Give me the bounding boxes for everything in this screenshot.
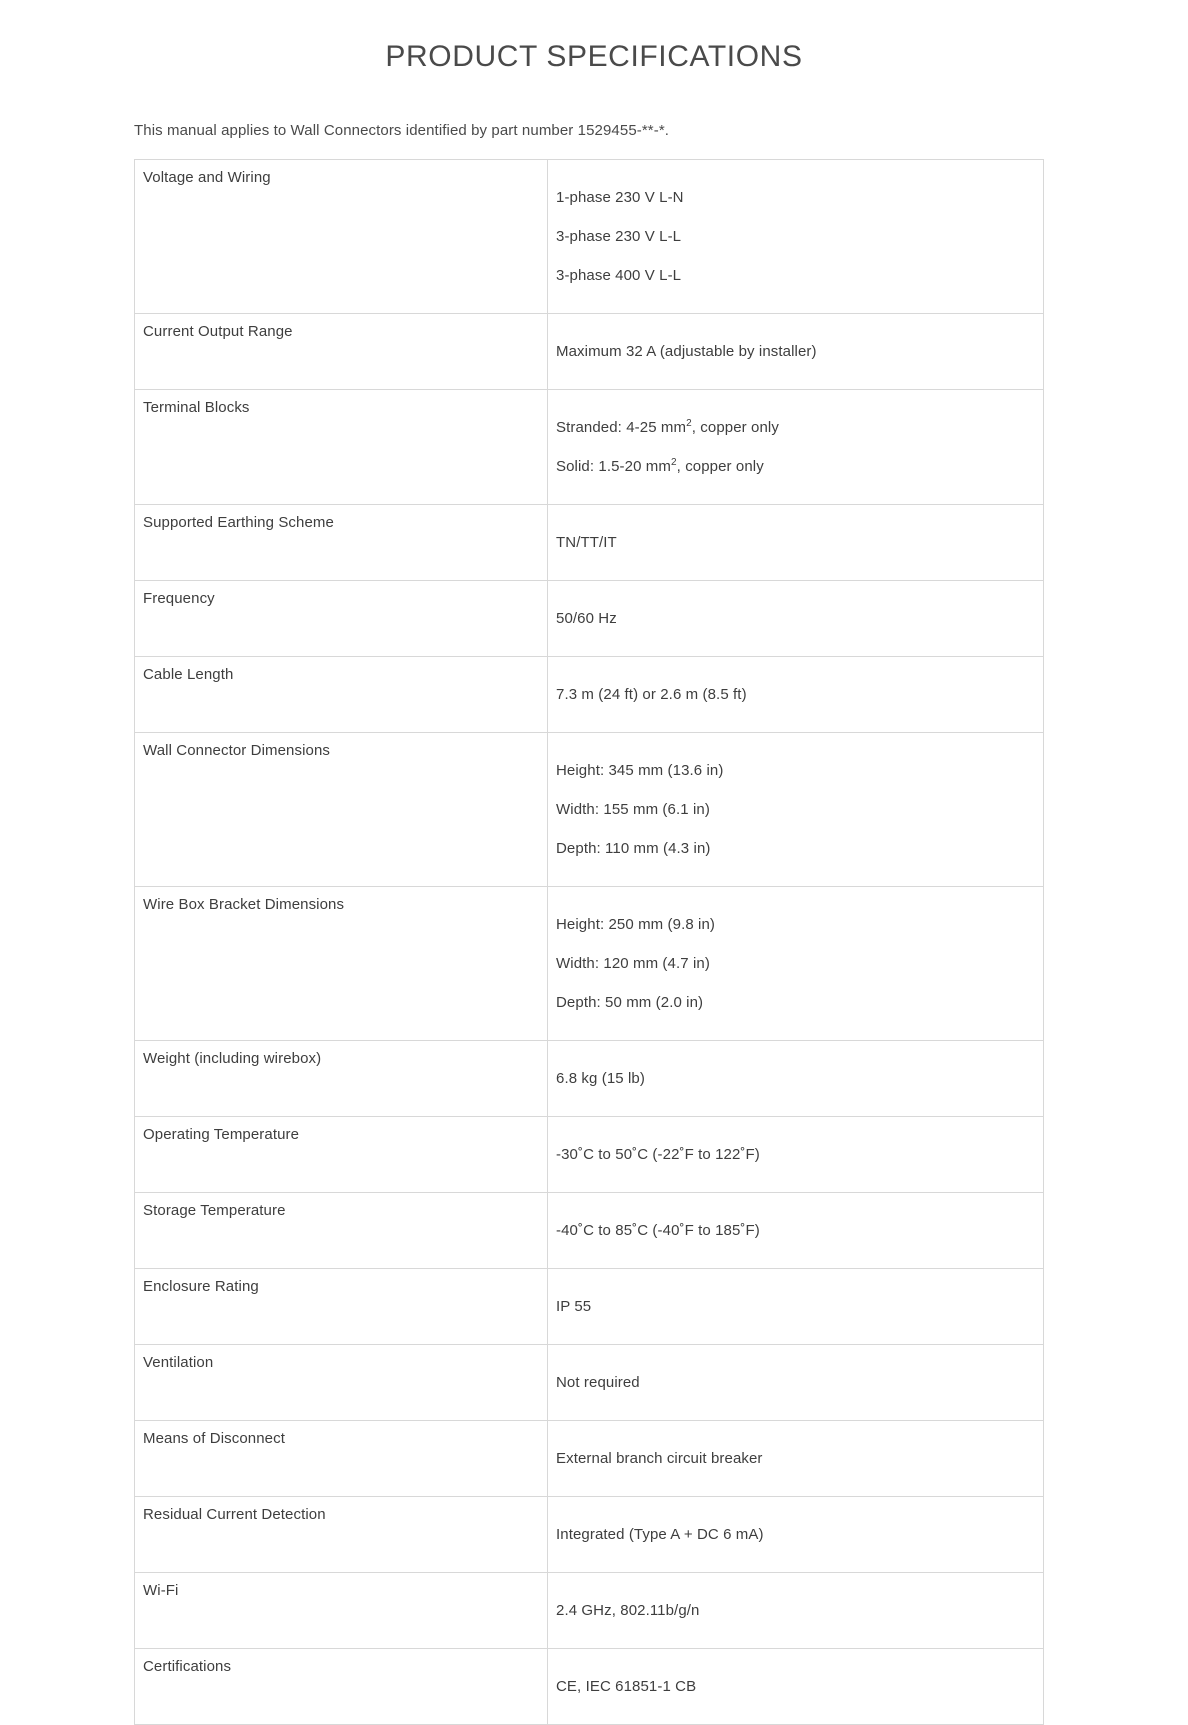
specifications-table [134, 159, 1044, 1725]
spec-value-cell [548, 1269, 1044, 1345]
spec-value [556, 590, 1033, 647]
spec-label: Wall Connector Dimensions [143, 742, 331, 759]
table-row [135, 581, 1044, 657]
spec-label: Wire Box Bracket Dimensions [143, 896, 345, 913]
spec-label-cell [135, 657, 548, 733]
table-row [135, 1269, 1044, 1345]
spec-label: Residual Current Detection [143, 1506, 326, 1523]
table-row [135, 1649, 1044, 1725]
spec-label: Operating Temperature [143, 1126, 300, 1143]
spec-label: Voltage and Wiring [143, 169, 271, 186]
spec-value-line: 2.4 GHz, 802.11b/g/n [556, 1602, 700, 1619]
table-row [135, 160, 1044, 314]
table-row [135, 505, 1044, 581]
spec-value-cell [548, 390, 1044, 505]
spec-label-cell [135, 314, 548, 390]
table-row [135, 1345, 1044, 1421]
spec-value-line: Width: 155 mm (6.1 in) [556, 801, 710, 818]
spec-value-line: Height: 345 mm (13.6 in) [556, 762, 724, 779]
spec-value-line: 7.3 m (24 ft) or 2.6 m (8.5 ft) [556, 686, 747, 703]
spec-value-line: Maximum 32 A (adjustable by installer) [556, 343, 817, 360]
spec-label: Enclosure Rating [143, 1278, 259, 1295]
spec-value-line: IP 55 [556, 1298, 592, 1315]
spec-value-line: Height: 250 mm (9.8 in) [556, 916, 716, 933]
spec-value-line: Not required [556, 1374, 640, 1391]
spec-value-cell [548, 1041, 1044, 1117]
spec-label-cell [135, 505, 548, 581]
spec-value-cell [548, 1573, 1044, 1649]
spec-value-line: Width: 120 mm (4.7 in) [556, 955, 710, 972]
table-row [135, 314, 1044, 390]
spec-value-cell [548, 1421, 1044, 1497]
table-row [135, 1573, 1044, 1649]
spec-value-cell [548, 1345, 1044, 1421]
spec-value-line: 50/60 Hz [556, 610, 617, 627]
spec-label-cell [135, 1345, 548, 1421]
spec-value-line: -40˚C to 85˚C (-40˚F to 185˚F) [556, 1222, 760, 1239]
spec-value-line: 3-phase 230 V L-L [556, 228, 682, 245]
spec-label-cell [135, 1649, 548, 1725]
spec-value [556, 1430, 1033, 1487]
spec-value-cell [548, 505, 1044, 581]
spec-value [556, 742, 1033, 877]
spec-label-cell [135, 1573, 548, 1649]
spec-label-cell [135, 1497, 548, 1573]
spec-value-cell [548, 657, 1044, 733]
spec-value-line: 3-phase 400 V L-L [556, 267, 682, 284]
table-row [135, 1193, 1044, 1269]
spec-value-cell [548, 887, 1044, 1041]
spec-label-cell [135, 1269, 548, 1345]
spec-value [556, 1202, 1033, 1259]
spec-value-line: 6.8 kg (15 lb) [556, 1070, 645, 1087]
table-row [135, 1117, 1044, 1193]
spec-label: Cable Length [143, 666, 234, 683]
spec-value [556, 514, 1033, 571]
spec-value [556, 1126, 1033, 1183]
table-row [135, 657, 1044, 733]
spec-label: Current Output Range [143, 323, 293, 340]
spec-label-cell [135, 1421, 548, 1497]
spec-value-line: Depth: 110 mm (4.3 in) [556, 840, 711, 857]
spec-label: Certifications [143, 1658, 232, 1675]
spec-value-cell [548, 581, 1044, 657]
spec-value-line: CE, IEC 61851-1 CB [556, 1678, 697, 1695]
intro-paragraph: This manual applies to Wall Connectors identified by part number 1529455-**-*. [134, 122, 670, 139]
table-row [135, 1041, 1044, 1117]
spec-value-line: -30˚C to 50˚C (-22˚F to 122˚F) [556, 1146, 760, 1163]
spec-value [556, 1506, 1033, 1563]
table-row [135, 390, 1044, 505]
spec-label-cell [135, 581, 548, 657]
spec-value-line: TN/TT/IT [556, 534, 617, 551]
spec-value-line: Solid: 1.5-20 $mm^2$, copper only [556, 457, 764, 475]
spec-value [556, 169, 1033, 304]
spec-label: Terminal Blocks [143, 399, 250, 416]
spec-value [556, 1582, 1033, 1639]
spec-value [556, 323, 1033, 380]
spec-value-line: 1-phase 230 V L-N [556, 189, 684, 206]
table-row [135, 887, 1044, 1041]
spec-value [556, 399, 1033, 495]
spec-label: Storage Temperature [143, 1202, 286, 1219]
spec-value-cell [548, 1497, 1044, 1573]
table-row [135, 733, 1044, 887]
page-title: PRODUCT SPECIFICATIONS [385, 40, 803, 73]
spec-label-cell [135, 160, 548, 314]
spec-label-cell [135, 887, 548, 1041]
spec-value-cell [548, 733, 1044, 887]
spec-value-line: Integrated (Type A + DC 6 mA) [556, 1526, 764, 1543]
spec-value [556, 896, 1033, 1031]
spec-value [556, 1658, 1033, 1715]
spec-value-cell [548, 314, 1044, 390]
spec-value-line: Stranded: 4-25 $mm^2$, copper only [556, 418, 779, 436]
spec-value-cell [548, 1117, 1044, 1193]
spec-label-cell [135, 1193, 548, 1269]
spec-label-cell [135, 1041, 548, 1117]
spec-value-cell [548, 160, 1044, 314]
spec-label: Means of Disconnect [143, 1430, 285, 1447]
spec-value [556, 1278, 1033, 1335]
table-row [135, 1421, 1044, 1497]
spec-value-line: External branch circuit breaker [556, 1450, 763, 1467]
spec-value [556, 1354, 1033, 1411]
spec-label: Wi-Fi [143, 1582, 179, 1599]
spec-label-cell [135, 733, 548, 887]
spec-label: Frequency [143, 590, 215, 607]
spec-label-cell [135, 390, 548, 505]
spec-value-cell [548, 1649, 1044, 1725]
table-row [135, 1497, 1044, 1573]
spec-label-cell [135, 1117, 548, 1193]
spec-label: Supported Earthing Scheme [143, 514, 334, 531]
specifications-table-body [135, 160, 1044, 1725]
spec-label: Weight (including wirebox) [143, 1050, 322, 1067]
spec-value-line: Depth: 50 mm (2.0 in) [556, 994, 704, 1011]
spec-value [556, 1050, 1033, 1107]
spec-label: Ventilation [143, 1354, 214, 1371]
spec-value-cell [548, 1193, 1044, 1269]
spec-value [556, 666, 1033, 723]
